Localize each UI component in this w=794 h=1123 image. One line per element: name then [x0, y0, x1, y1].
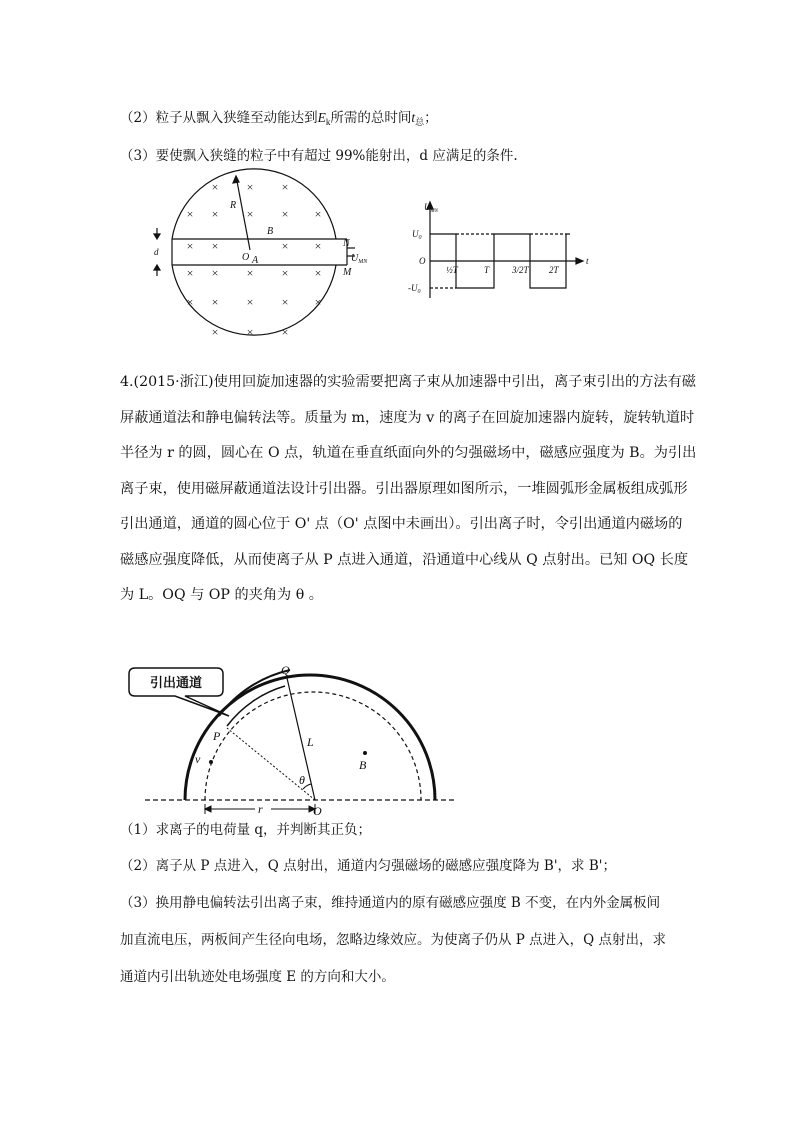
label-B: B [359, 758, 367, 772]
q4-line: 磁感应强度降低，从而使离子从 P 点进入通道，沿通道中心线从 Q 点射出。已知 OQ 长度 [120, 551, 689, 568]
label-N: N [343, 238, 350, 249]
label-P: P [213, 729, 221, 743]
cross-mark: × [314, 207, 322, 221]
channel-inner-plate [227, 686, 285, 726]
cross-mark: × [314, 295, 322, 309]
q4-line: 离子束，使用磁屏蔽通道法设计引出器。引出器原理如图所示，一堆圆弧形金属板组成弧形 [120, 480, 688, 497]
label-Q: Q [281, 663, 290, 677]
figure-square-wave [408, 198, 598, 308]
q4-line: 为 L。OQ 与 OP 的夹角为 θ 。 [120, 587, 323, 603]
q4-line: 4.(2015·浙江)使用回旋加速器的实验需要把离子束从加速器中引出，离子束引出的方法有磁 [120, 374, 696, 390]
label-negU0: $-U_0$ [408, 283, 421, 295]
cross-mark: × [211, 266, 219, 280]
cross-mark: × [211, 180, 219, 194]
label-B: B [267, 226, 274, 237]
cross-mark: × [186, 295, 194, 309]
label-axis-y: $U_{MN}$ [424, 202, 438, 214]
tick-half-T: ½T [446, 265, 458, 275]
label-M: M [343, 267, 352, 278]
cross-mark: × [281, 207, 289, 221]
tick-T: T [484, 265, 490, 275]
cross-mark: × [246, 180, 254, 194]
cross-mark: × [281, 295, 289, 309]
callout-label: 引出通道 [149, 675, 203, 690]
line-OP [227, 728, 315, 800]
q4-body [120, 365, 697, 614]
q3-part3: （3）要使飘入狭缝的粒子中有超过 99%能射出，d 应满足的条件. [120, 148, 518, 164]
tick-2T: 2T [549, 265, 559, 275]
q4-sub2: （2）离子从 P 点进入，Q 点射出，通道内匀强磁场的磁感应强度降为 B'，求 B'； [120, 858, 616, 874]
cross-mark: × [246, 325, 254, 339]
q3-part2: （2）粒子从飘入狭缝至动能达到$E_k$所需的总时间$t_总$； [120, 110, 438, 127]
particle-dot [209, 760, 213, 764]
figure-extraction-channel [125, 656, 465, 816]
point-B [363, 751, 367, 755]
cross-mark: × [314, 239, 322, 253]
cross-mark: × [246, 207, 254, 221]
cross-mark: × [186, 239, 194, 253]
ek-symbol: E [317, 110, 326, 125]
label-v: v [195, 752, 201, 766]
label-O: O [313, 804, 322, 818]
cross-mark: × [281, 325, 289, 339]
q4-line: 引出通道，通道的圆心位于 O' 点（O' 点图中未画出）。引出离子时，令引出通道内磁场的 [120, 516, 683, 532]
label-r: r [258, 802, 263, 816]
label-d: d [154, 247, 159, 257]
circle-upper-arc [172, 169, 336, 239]
cross-mark: × [314, 266, 322, 280]
label-U0: $U_0$ [412, 229, 422, 241]
cross-mark: × [211, 239, 219, 253]
cross-mark: × [186, 266, 194, 280]
tick-3half-T: 3/2T [512, 265, 529, 275]
cross-mark: × [186, 207, 194, 221]
label-L: L [307, 735, 314, 749]
cross-mark: × [281, 266, 289, 280]
label-O: O [242, 252, 250, 263]
label-Umn: $U_{MN}$ [351, 253, 368, 265]
cross-mark: × [246, 295, 254, 309]
q4-line: 半径为 r 的圆，圆心在 O 点，轨道在垂直纸面向外的匀强磁场中，磁感应强度为 B。为引出 [120, 445, 697, 461]
label-R: R [230, 200, 237, 211]
label-O: O [419, 256, 426, 266]
figure-cyclotron-field [140, 162, 370, 362]
q4-sub3-line: 通道内引出轨迹处电场强度 E 的方向和大小。 [120, 969, 395, 985]
q4-sub3-line: 加直流电压，两板间产生径向电场，忽略边缘效应。为使离子仍从 P 点进入，Q 点射出，求 [120, 932, 667, 948]
cross-mark: × [281, 180, 289, 194]
q4-sub3-line: （3）换用静电偏转法引出离子束，维持通道内的原有磁感应强度 B 不变，在内外金属板间 [120, 895, 661, 911]
cross-mark: × [246, 266, 254, 280]
cross-mark: × [211, 295, 219, 309]
label-theta: θ [299, 773, 305, 787]
q4-sub1: （1）求离子的电荷量 q，并判断其正负； [120, 822, 372, 838]
label-A: A [252, 255, 259, 266]
label-t: t [586, 256, 589, 266]
cross-mark: × [211, 325, 219, 339]
q4-line: 屏蔽通道法和静电偏转法等。质量为 m，速度为 v 的离子在回旋加速器内旋转，旋转轨道时 [120, 409, 695, 426]
circle-lower-arc [172, 265, 336, 335]
cross-mark: × [281, 239, 289, 253]
cross-mark: × [211, 207, 219, 221]
